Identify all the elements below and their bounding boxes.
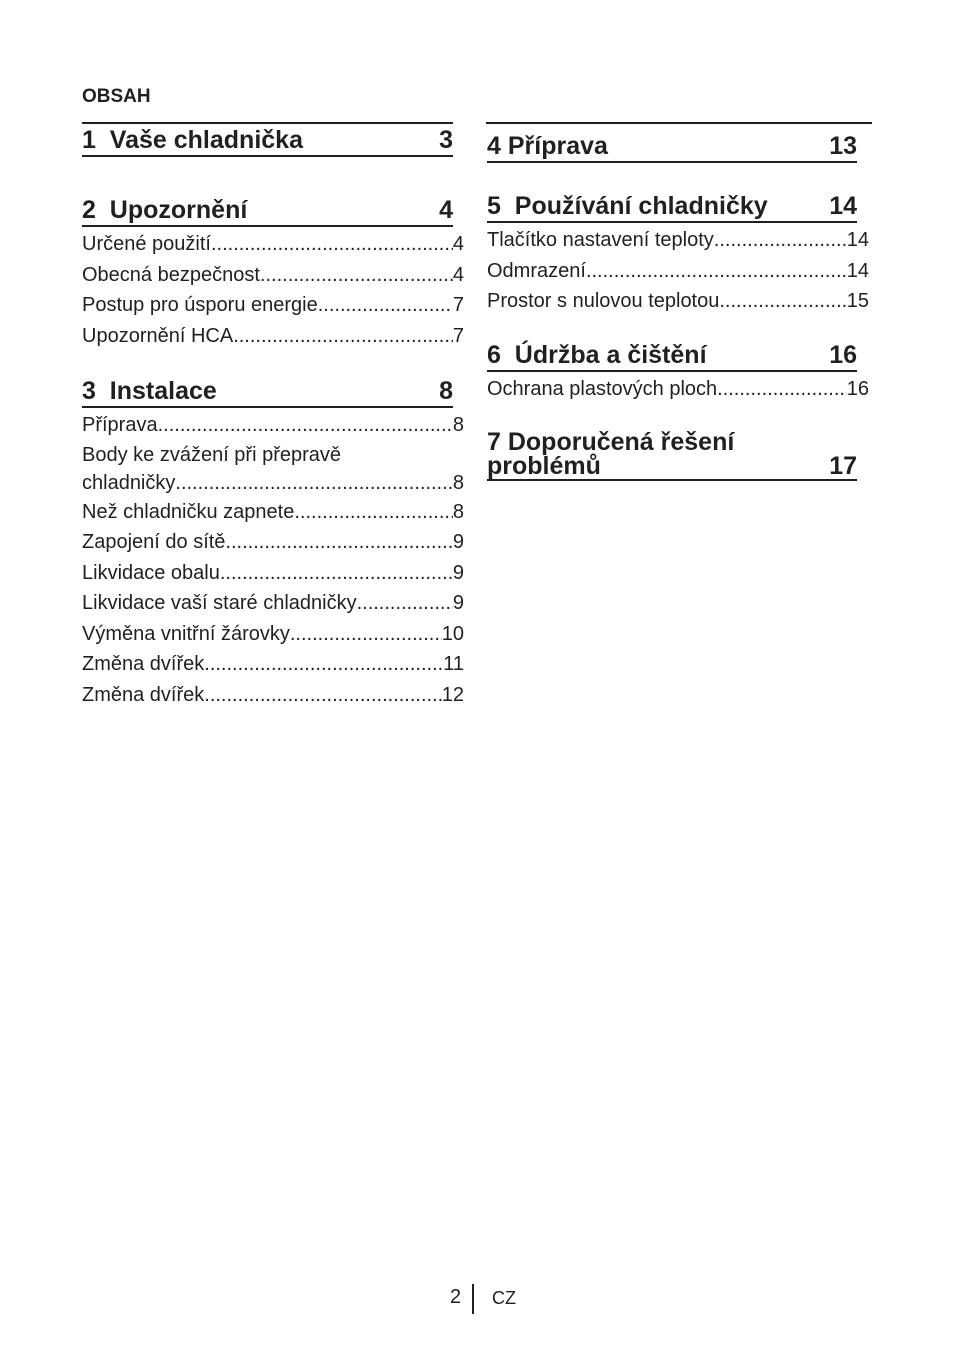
entry-label: Likvidace obalu [82, 561, 220, 584]
dot-leader [204, 680, 441, 711]
entry-page: 14 [846, 259, 869, 282]
toc-section-5 [487, 192, 869, 317]
entry-page: 7 [452, 324, 464, 347]
dot-leader [225, 527, 452, 558]
dot-leader [357, 588, 453, 619]
dot-leader [294, 497, 453, 528]
entry-page: 8 [452, 500, 464, 523]
entry-label: Postup pro úsporu energie [82, 294, 318, 316]
section-title: 6 Údržba a čištění [487, 340, 707, 369]
section-page: 3 [439, 126, 453, 154]
dot-leader [233, 321, 453, 352]
toc-section-3 [82, 377, 464, 710]
section-heading[interactable] [487, 341, 857, 372]
toc-section-2 [82, 196, 464, 351]
toc-entry[interactable] [82, 290, 464, 321]
section-page: 4 [439, 196, 453, 224]
toc-section-1[interactable] [82, 122, 464, 157]
entry-label: Výměna vnitřní žárovky [82, 622, 290, 645]
entry-page: 14 [846, 229, 869, 251]
entry-label: Obecná bezpečnost [82, 263, 260, 286]
entry-label: Změna dvířek [82, 683, 205, 706]
section-entries [82, 229, 464, 351]
entry-page: 15 [846, 290, 869, 312]
section-page: 17 [829, 452, 857, 480]
toc-left-column [82, 122, 464, 710]
entry-label: Změna dvířek [82, 653, 205, 675]
entry-label: Tlačítko nastavení teploty [487, 229, 714, 251]
section-page: 14 [829, 192, 857, 220]
toc-section-6 [487, 341, 869, 405]
entry-label-line1 [82, 441, 464, 469]
section-title: 3 Instalace [82, 377, 217, 405]
dot-leader [204, 649, 443, 680]
entry-label-line2 [82, 469, 464, 497]
entry-page: 10 [441, 622, 464, 645]
entry-label: Odmrazení [487, 259, 586, 282]
entry-page: 11 [443, 653, 464, 675]
page-number: 2 [450, 1286, 462, 1308]
dot-leader [211, 229, 453, 260]
section-heading-multiline[interactable] [487, 430, 857, 481]
entry-page: 4 [452, 233, 464, 255]
entry-label: Upozornění HCA [82, 324, 234, 347]
entry-label: Určené použití [82, 233, 211, 255]
toc-section-4[interactable] [487, 122, 869, 163]
dot-leader [175, 469, 452, 497]
entry-page: 8 [452, 414, 464, 436]
entry-label: Než chladničku zapnete [82, 500, 295, 523]
dot-leader [158, 410, 453, 441]
section-top-rule [486, 122, 872, 124]
toc-entry[interactable] [82, 680, 464, 711]
section-title-line1: 7 Doporučená řešení [487, 428, 735, 456]
entry-page: 16 [846, 377, 869, 400]
entry-label: Zapojení do sítě [82, 531, 226, 553]
entry-label: chladničky [82, 471, 176, 494]
section-page: 13 [829, 132, 857, 160]
footer-divider [472, 1284, 474, 1314]
toc-right-column [487, 122, 869, 481]
section-title: 4 Příprava [487, 132, 608, 160]
toc-entry[interactable] [82, 619, 464, 650]
entry-label: Prostor s nulovou teplotou [487, 290, 720, 312]
entry-page: 7 [452, 294, 464, 316]
entry-page: 9 [452, 592, 464, 614]
toc-entry[interactable] [82, 229, 464, 260]
toc-entry[interactable] [82, 321, 464, 352]
section-heading [487, 132, 857, 163]
section-heading[interactable] [82, 196, 453, 227]
toc-heading: OBSAH [82, 86, 151, 107]
toc-entry[interactable] [82, 649, 464, 680]
entry-page: 4 [452, 263, 464, 286]
dot-leader [714, 225, 847, 256]
section-entries [82, 410, 464, 710]
section-title: 2 Upozornění [82, 196, 248, 224]
section-title: 5 Používání chladničky [487, 192, 768, 220]
entry-page: 9 [452, 561, 464, 584]
dot-leader [719, 286, 846, 317]
toc-section-7 [487, 430, 869, 481]
toc-entry[interactable] [82, 260, 464, 291]
toc-entry[interactable] [487, 225, 869, 256]
section-title: 1 Vaše chladnička [82, 126, 303, 154]
entry-label: Příprava [82, 414, 158, 436]
section-top-rule [82, 122, 453, 124]
entry-label: Ochrana plastových ploch [487, 377, 718, 400]
entry-label: Body ke zvážení při přepravě [82, 443, 342, 466]
toc-entry[interactable] [82, 527, 464, 558]
section-title-line2-row [487, 454, 857, 481]
toc-entry-multiline[interactable] [82, 441, 464, 497]
toc-entry[interactable] [487, 286, 869, 317]
toc-entry[interactable] [82, 497, 464, 528]
dot-leader [717, 374, 847, 405]
toc-entry[interactable] [487, 374, 869, 405]
section-heading[interactable] [82, 377, 453, 408]
section-page: 16 [829, 340, 857, 369]
section-heading [82, 126, 453, 157]
toc-entry[interactable] [487, 256, 869, 287]
dot-leader [318, 290, 453, 321]
section-entries [487, 225, 869, 317]
language-code: CZ [492, 1288, 516, 1308]
section-entries [487, 374, 869, 405]
entry-page: 8 [452, 471, 464, 494]
dot-leader [290, 619, 442, 650]
entry-page: 9 [452, 531, 464, 553]
section-page: 8 [439, 377, 453, 405]
toc-entry[interactable] [82, 588, 464, 619]
toc-entry[interactable] [82, 558, 464, 589]
toc-entry[interactable] [82, 410, 464, 441]
entry-page: 12 [441, 683, 464, 706]
dot-leader [586, 256, 847, 287]
page-footer [0, 1284, 954, 1314]
dot-leader [220, 558, 453, 589]
entry-label: Likvidace vaší staré chladničky [82, 592, 357, 614]
dot-leader [260, 260, 453, 291]
section-title-line2: problémů [487, 452, 601, 480]
section-heading[interactable] [487, 192, 857, 223]
